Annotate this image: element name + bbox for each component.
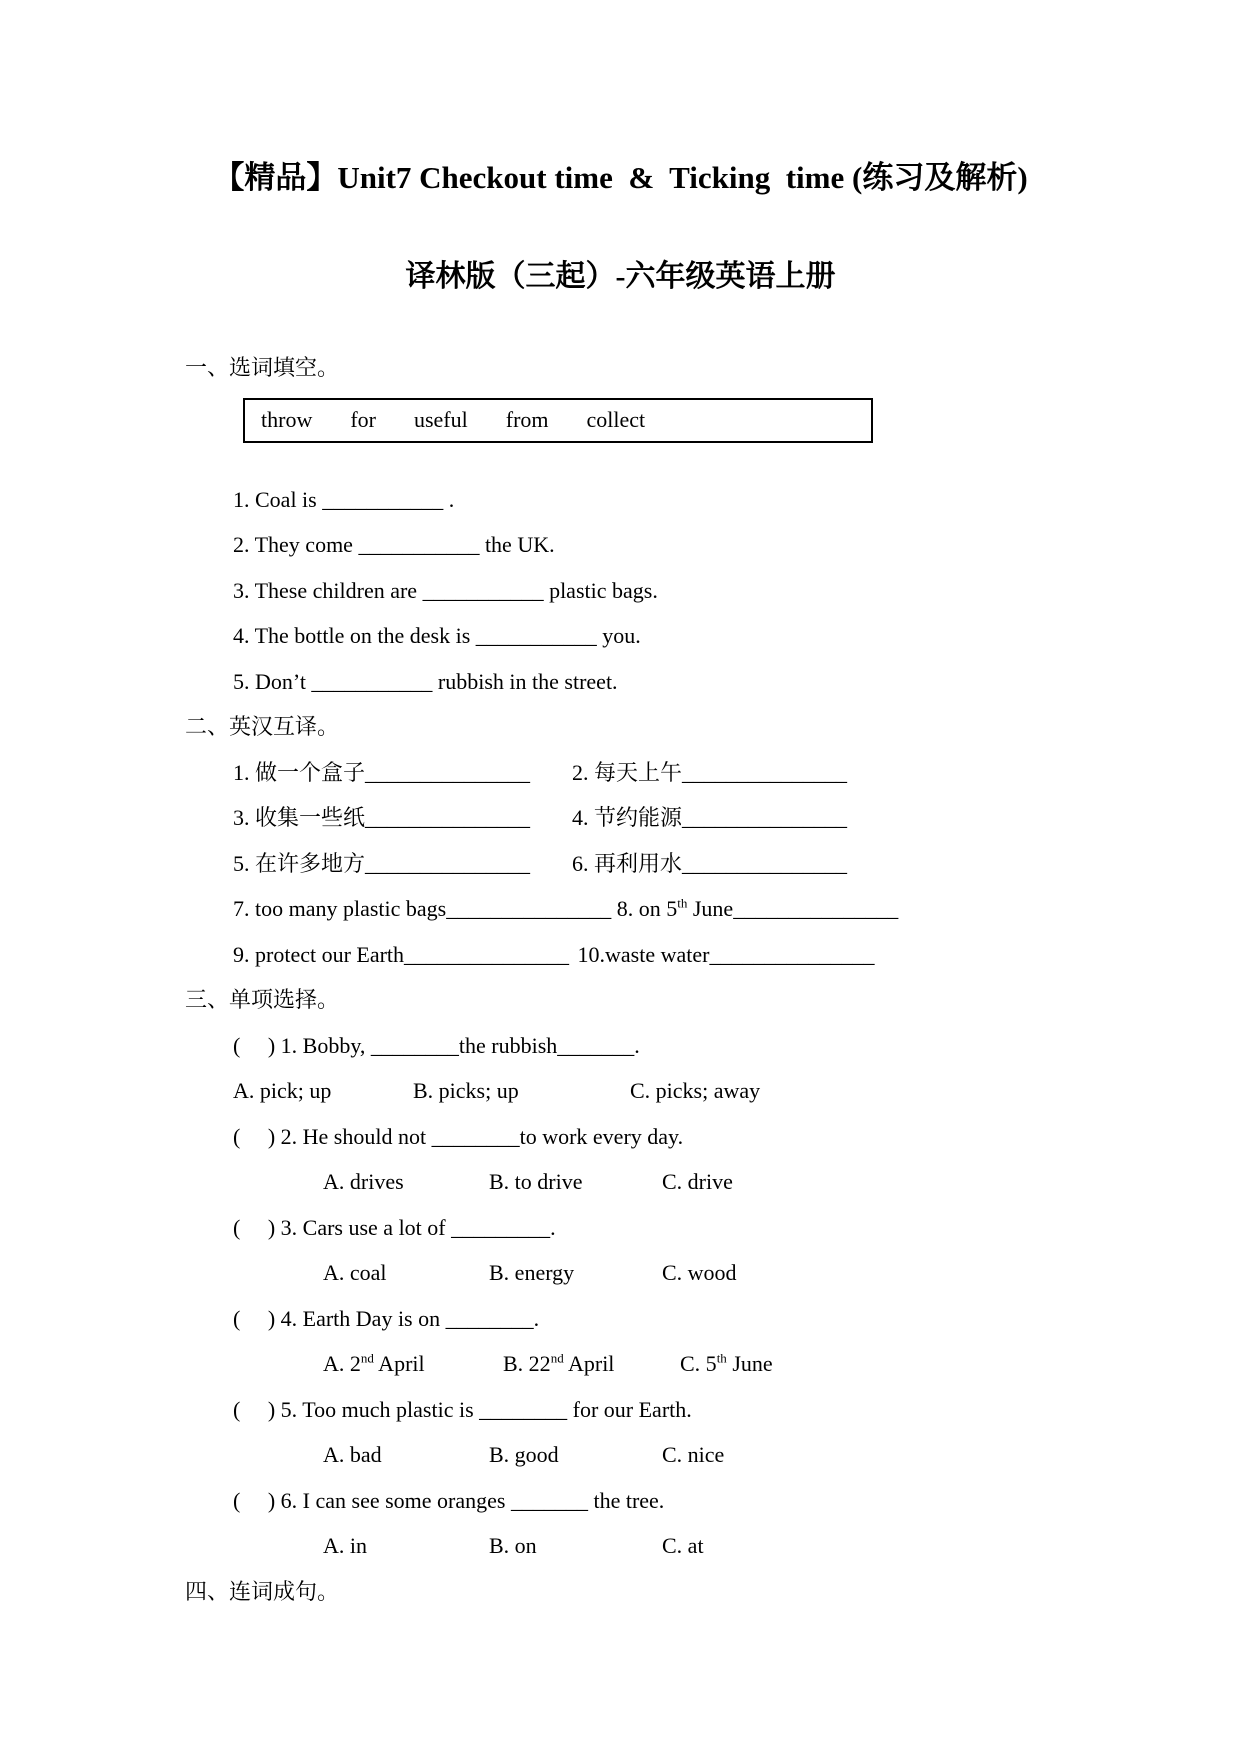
translation-item-right: 2. 每天上午_______________ [572, 759, 848, 785]
choice-option [662, 1250, 737, 1296]
choice-option [680, 1341, 773, 1387]
choice-options-row [323, 1341, 1241, 1387]
translation-row [233, 750, 1241, 796]
word-bank-word: throw [261, 407, 313, 432]
option-text: C. nice [662, 1442, 725, 1467]
page-title: 【精品】Unit7 Checkout time & Ticking time (练习及解析) [213, 160, 1028, 195]
translation-item-left: 3. 收集一些纸_______________ [233, 805, 531, 830]
translation-item-right: 6. 再利用水_______________ [572, 850, 848, 876]
ordinal-superscript: nd [550, 1350, 564, 1366]
choice-option [413, 1068, 630, 1114]
option-text: A. coal [323, 1260, 387, 1285]
choice-option [503, 1341, 680, 1387]
option-text: B. energy [489, 1260, 575, 1285]
translation-row [233, 795, 1241, 841]
translation-row [233, 932, 1241, 978]
option-text: B. on [489, 1533, 537, 1558]
option-text: B. picks; up [413, 1078, 519, 1103]
ordinal-superscript: th [716, 1350, 727, 1366]
choice-option [489, 1523, 662, 1569]
option-text-tail: April [563, 1351, 615, 1376]
fill-blank-item: 2. They come ___________ the UK. [233, 532, 555, 557]
option-text: C. at [662, 1533, 704, 1558]
translation-row [233, 886, 1241, 932]
choice-option [323, 1432, 489, 1478]
word-bank-box [243, 398, 873, 443]
choice-option [662, 1432, 724, 1478]
choice-option [489, 1159, 662, 1205]
option-text: B. good [489, 1442, 559, 1467]
choice-option [662, 1523, 704, 1569]
option-text-tail: April [373, 1351, 425, 1376]
choice-option [630, 1068, 760, 1114]
choice-question: ( ) 6. I can see some oranges _______ the tree. [233, 1487, 665, 1513]
translation-item-left: 5. 在许多地方_______________ [233, 850, 531, 876]
option-text: C. 5 [680, 1351, 717, 1376]
section4-heading: 四、连词成句。 [185, 1578, 340, 1604]
translation-row [233, 841, 1241, 887]
choice-options-row [323, 1250, 1241, 1296]
choice-question: ( ) 3. Cars use a lot of _________. [233, 1214, 556, 1240]
option-text: C. wood [662, 1260, 737, 1285]
section3-heading: 三、单项选择。 [185, 987, 340, 1012]
option-text: A. drives [323, 1169, 404, 1194]
choice-question: ( ) 1. Bobby, ________the rubbish_______. [233, 1032, 640, 1058]
choice-options-row [323, 1159, 1241, 1205]
translation-item-left: 7. too many plastic bags_______________ [233, 896, 612, 921]
choice-options-row [233, 1068, 1241, 1114]
choice-option [489, 1432, 662, 1478]
choice-option [662, 1159, 733, 1205]
choice-question: ( ) 5. Too much plastic is ________ for our Earth. [233, 1396, 692, 1422]
translation-item-right: 4. 节约能源_______________ [572, 805, 848, 830]
fill-blank-item: 5. Don’t ___________ rubbish in the street. [233, 668, 618, 694]
choice-options-row [323, 1523, 1241, 1569]
word-bank-word: collect [586, 407, 646, 432]
section2-heading: 二、英汉互译。 [185, 714, 340, 739]
choice-option [323, 1341, 503, 1387]
choice-option [323, 1159, 489, 1205]
choice-option [323, 1523, 489, 1569]
choice-question: ( ) 4. Earth Day is on ________. [233, 1305, 540, 1331]
fill-blank-item: 4. The bottle on the desk is ___________ you. [233, 623, 641, 648]
choice-option [489, 1250, 662, 1296]
fill-blank-item: 1. Coal is ___________ . [233, 486, 455, 512]
option-text: A. 2 [323, 1351, 361, 1376]
translation-item-right-tail: June_______________ [687, 896, 899, 921]
translation-item-right: 10.waste water_______________ [572, 941, 875, 967]
choice-option [323, 1250, 489, 1296]
page-subtitle: 译林版（三起）-六年级英语上册 [405, 260, 836, 293]
option-text: A. in [323, 1533, 367, 1558]
option-text: C. drive [662, 1169, 733, 1194]
ordinal-superscript: nd [360, 1350, 374, 1366]
ordinal-superscript: th [677, 895, 688, 911]
option-text: A. pick; up [233, 1078, 332, 1103]
translation-item-left: 1. 做一个盒子_______________ [233, 759, 531, 785]
word-bank-word: for [350, 407, 376, 432]
choice-option [233, 1068, 413, 1114]
word-bank-word: useful [413, 407, 468, 432]
fill-blank-item: 3. These children are ___________ plastic bags. [233, 577, 658, 603]
section1-heading: 一、选词填空。 [185, 355, 340, 380]
translation-item-right: 8. on 5 [611, 896, 678, 921]
option-text: C. picks; away [630, 1078, 761, 1103]
word-bank-word: from [505, 407, 549, 432]
option-text: B. to drive [489, 1169, 583, 1194]
choice-question: ( ) 2. He should not ________to work every day. [233, 1123, 684, 1149]
option-text: A. bad [323, 1442, 382, 1467]
option-text: B. 22 [503, 1351, 551, 1376]
translation-item-left: 9. protect our Earth_______________ [233, 941, 570, 967]
choice-options-row [323, 1432, 1241, 1478]
option-text-tail: June [726, 1351, 773, 1376]
